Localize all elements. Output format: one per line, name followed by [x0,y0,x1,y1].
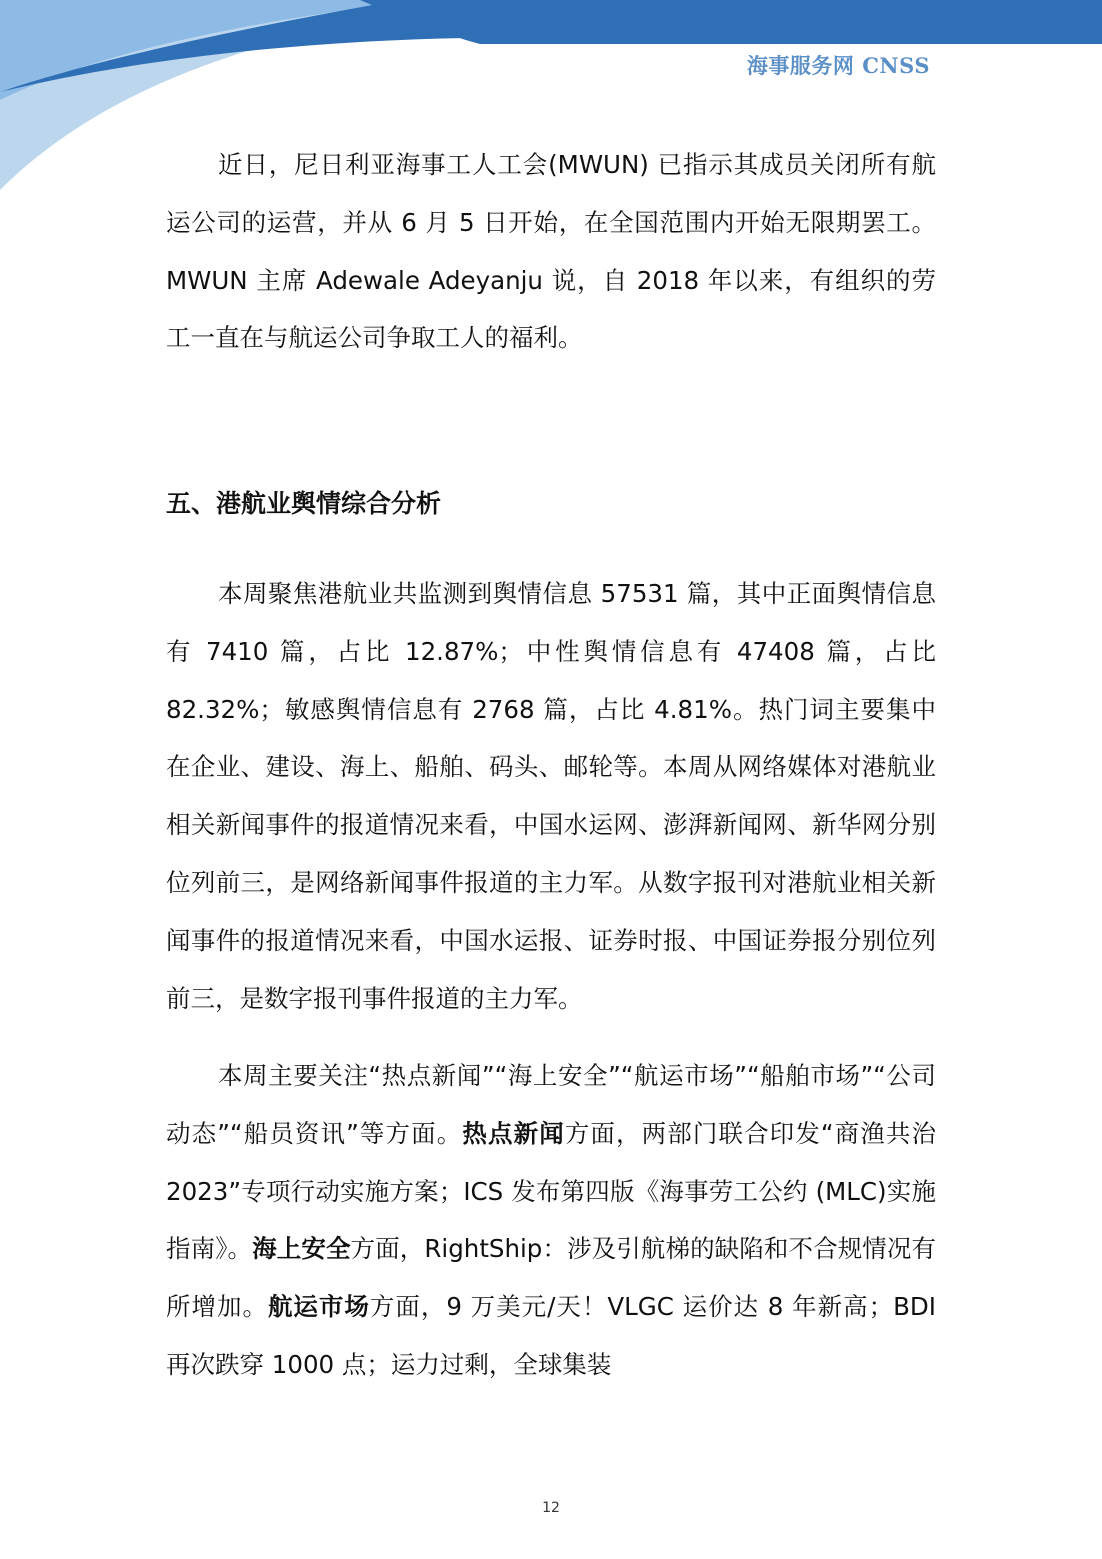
header-top-wave [360,0,1102,44]
focus-shipping-market-label: 航运市场 [267,1292,370,1322]
paragraph-nigeria-strike: 近日，尼日利亚海事工人工会(MWUN) 已指示其成员关闭所有航运公司的运营，并从 6 月 5 日开始，在全国范围内开始无限期罢工。MWUN 主席 Adewale Adeyanju 说，自 2018 年以来，有组织的劳工一直在与航运公司争取工人的福利。 [166,150,936,353]
focus-hot-news-label: 热点新闻 [462,1118,565,1148]
page-number: 12 [542,1500,560,1516]
focus-intro-text: 本周主要关注“热点新闻”“海上安全”“航运市场”“船舶市场”“公司动态”“船员资讯”等方面。 [166,1061,936,1148]
focus-maritime-safety-label: 海上安全 [252,1234,351,1264]
focus-hot-news-text: 方面，两部门联合印发“商渔共治 2023”专项行动实施方案；ICS 发布第四版《海事劳工公约 (MLC)实施指南》。 [166,1118,937,1264]
focus-shipping-market-text: 方面，9 万美元/天！VLGC 运价达 8 年新高；BDI 再次跌穿 1000 点；运力过剩，全球集装 [166,1292,937,1379]
focus-maritime-safety-text: 方面，RightShip：涉及引航梯的缺陷和不合规情况有所增加。 [166,1234,937,1322]
paragraph-weekly-focus [166,1047,936,1394]
section-heading: 五、港航业舆情综合分析 [166,489,442,518]
paragraph-sentiment-summary: 本周聚焦港航业共监测到舆情信息 57531 篇，其中正面舆情信息有 7410 篇，占比 12.87%；中性舆情信息有 47408 篇，占比 82.32%；敏感舆情信息有 2768 篇，占比 4.81%。热门词主要集中在企业、建设、海上、船舶、码头、邮轮等。本周从网络媒体对港航业相关新闻事件的报道情况来看，中国水运网、澎湃新闻网、新华网分别位列前三，是网络新闻事件报道的主力军。从数字报刊对港航业相关新闻事件的报道情况来看，中国水运报、证券时报、中国证券报分别位列前三，是数字报刊事件报道的主力军。 [166,579,936,1013]
brand-label: 海事服务网 CNSS [746,53,930,78]
